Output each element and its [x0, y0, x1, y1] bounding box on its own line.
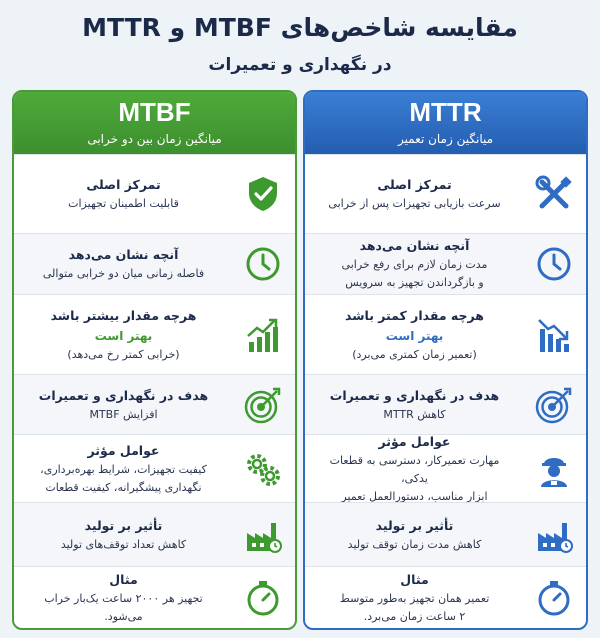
mttr-row	[305, 294, 586, 374]
mttr-panel	[303, 90, 588, 630]
row-text: و بازگرداندن تجهیز به سرویس	[345, 276, 484, 289]
target-icon	[522, 375, 586, 434]
wrench-screwdriver-icon	[522, 155, 586, 233]
row-title: عوامل مؤثر	[87, 442, 160, 458]
mtbf-title: MTBF	[118, 97, 191, 127]
row-text: (تعمیر زمان کمتری می‌برد)	[352, 347, 477, 361]
mtbf-panel	[12, 90, 297, 630]
row-title: آنچه نشان می‌دهد	[359, 238, 470, 253]
mttr-row	[305, 233, 586, 294]
trend-down-icon	[522, 295, 586, 374]
mtbf-description: میانگین زمان بین دو خرابی	[87, 132, 222, 146]
factory-icon	[231, 503, 295, 566]
mttr-row	[305, 566, 586, 628]
row-title: مثال	[109, 571, 138, 587]
row-text: فاصله زمانی میان دو خرابی متوالی	[42, 267, 205, 280]
row-text: مدت زمان لازم برای رفع خرابی	[341, 258, 488, 271]
row-text: (خرابی کمتر رخ می‌دهد)	[67, 347, 180, 361]
page-title: مقایسه شاخص‌های MTBF و MTTR	[82, 13, 518, 42]
mttr-row	[305, 154, 586, 233]
row-highlight: بهتر است	[385, 328, 444, 343]
mtbf-row	[14, 502, 295, 566]
row-text: سرعت بازیابی تجهیزات پس از خرابی	[328, 197, 501, 210]
trend-up-icon	[231, 295, 295, 374]
row-title: هرچه مقدار بیشتر باشد	[50, 307, 197, 323]
mttr-row	[305, 434, 586, 502]
mtbf-row	[14, 154, 295, 233]
row-text: کاهش MTTR	[383, 407, 446, 421]
row-text: ابزار مناسب، دستورالعمل تعمیر	[341, 489, 488, 503]
row-text: کیفیت تجهیزات، شرایط بهره‌برداری،	[40, 462, 207, 476]
row-title: تأثیر بر تولید	[375, 517, 454, 533]
page-subtitle: در نگهداری و تعمیرات	[208, 55, 392, 75]
mttr-row	[305, 502, 586, 566]
row-title: هدف در نگهداری و تعمیرات	[38, 387, 209, 403]
stopwatch-icon	[231, 567, 295, 628]
row-text: کاهش مدت زمان توقف تولید	[347, 537, 482, 551]
row-title: عوامل مؤثر	[378, 433, 451, 449]
row-highlight: بهتر است	[94, 328, 153, 343]
mtbf-row	[14, 434, 295, 502]
row-text: کاهش تعداد توقف‌های تولید	[60, 537, 187, 551]
mtbf-row	[14, 374, 295, 434]
mtbf-row	[14, 233, 295, 294]
mttr-row	[305, 374, 586, 434]
row-title: مثال	[400, 571, 429, 587]
row-title: تمرکز اصلی	[86, 177, 161, 192]
mtbf-header	[14, 92, 295, 154]
mttr-description: میانگین زمان تعمیر	[397, 132, 494, 146]
row-text: افزایش MTBF	[89, 407, 158, 421]
factory-icon	[522, 503, 586, 566]
mtbf-row	[14, 294, 295, 374]
target-icon	[231, 375, 295, 434]
row-text: تجهیز هر ۲۰۰۰ ساعت یک‌بار خراب می‌شود.	[44, 591, 203, 623]
row-text: مهارت تعمیرکار، دسترسی به قطعات یدکی،	[329, 453, 500, 485]
clock-icon	[231, 234, 295, 294]
row-text: نگهداری پیشگیرانه، کیفیت قطعات	[45, 480, 202, 494]
clock-icon	[522, 234, 586, 294]
gears-icon	[231, 435, 295, 502]
row-text: ۲ ساعت زمان می‌برد.	[363, 609, 466, 623]
shield-check-icon	[231, 155, 295, 233]
row-title: تأثیر بر تولید	[84, 517, 163, 533]
mttr-header	[305, 92, 586, 154]
row-text: تعمیر همان تجهیز به‌طور متوسط	[339, 591, 490, 605]
technician-icon	[522, 435, 586, 502]
row-text: قابلیت اطمینان تجهیزات	[68, 197, 179, 210]
stopwatch-icon	[522, 567, 586, 628]
mttr-title: MTTR	[409, 97, 482, 127]
row-title: هدف در نگهداری و تعمیرات	[329, 387, 500, 403]
mtbf-row	[14, 566, 295, 628]
row-title: تمرکز اصلی	[377, 177, 452, 192]
row-title: هرچه مقدار کمتر باشد	[345, 307, 484, 323]
row-title: آنچه نشان می‌دهد	[68, 247, 179, 262]
